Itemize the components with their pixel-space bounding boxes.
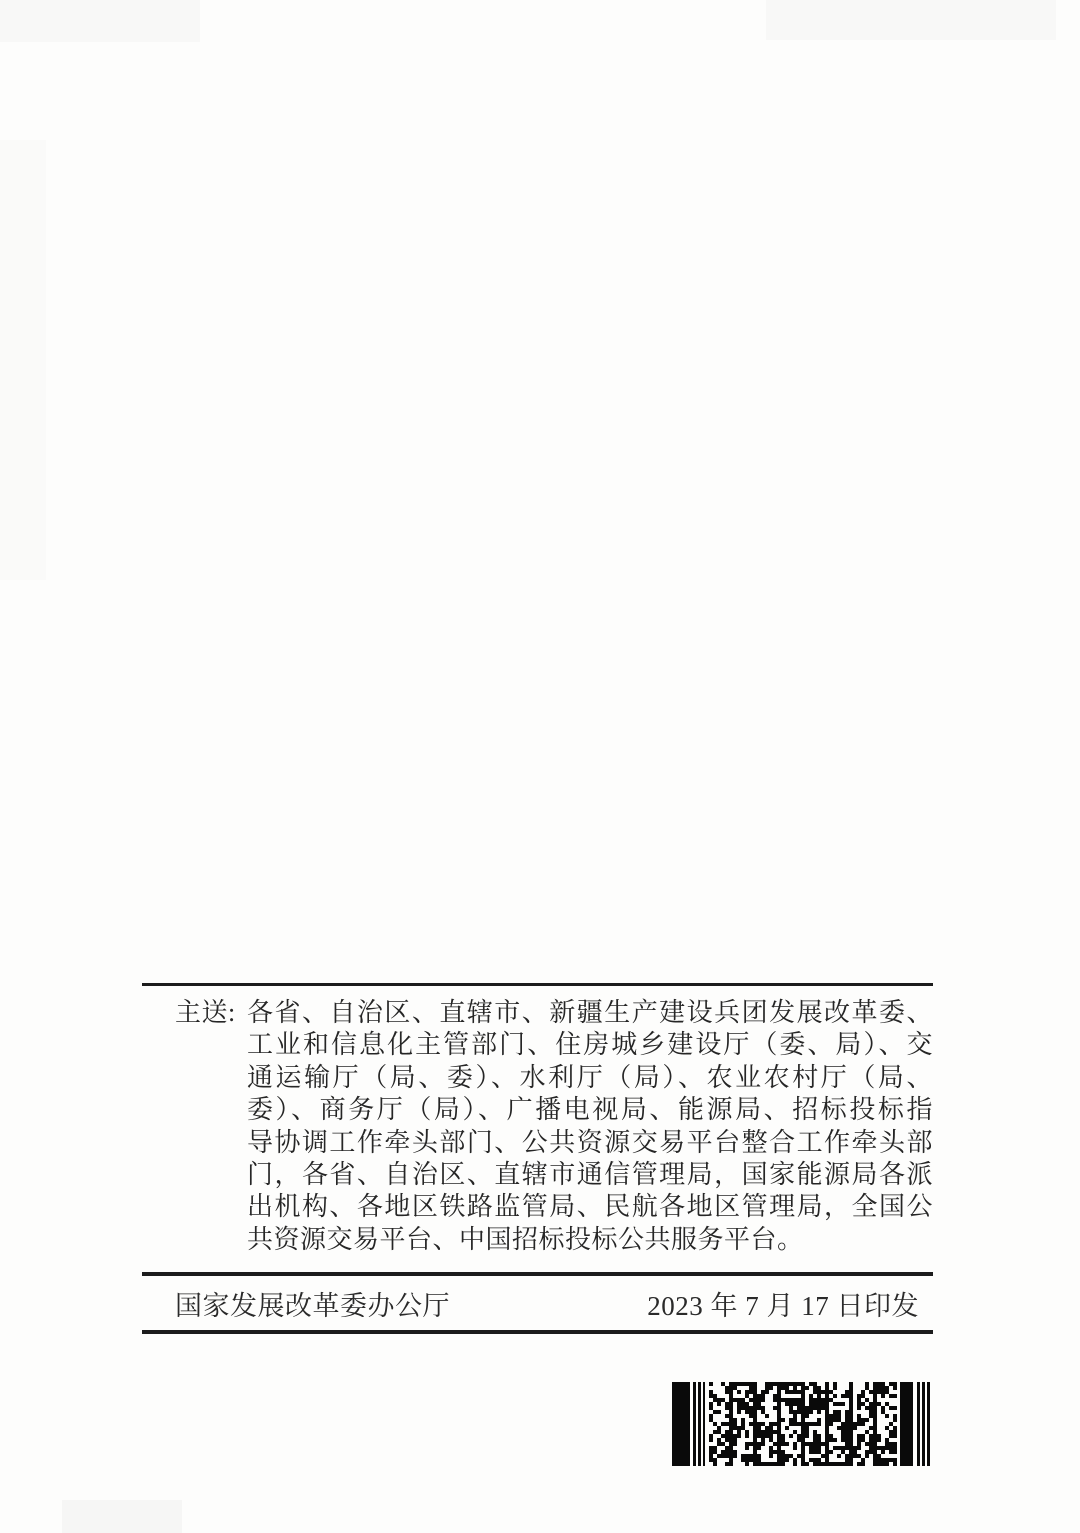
scan-artifact — [62, 1500, 182, 1533]
distribution-line — [175, 997, 933, 1029]
scan-artifact — [766, 0, 1056, 40]
distribution-box-bottom-rule — [142, 1330, 933, 1334]
distribution-line-text: 委）、商务厅（局）、广播电视局、能源局、招标投标指 — [247, 1095, 933, 1125]
distribution-line-text: 导协调工作牵头部门、公共资源交易平台整合工作牵头部 — [247, 1127, 933, 1157]
issuing-office: 国家发展改革委办公厅 — [175, 1290, 450, 1321]
print-date: 2023 年 7 月 17 日印发 — [647, 1290, 919, 1321]
document-barcode — [672, 1382, 930, 1466]
scan-artifact — [0, 0, 200, 42]
scan-artifact — [0, 140, 46, 580]
distribution-line-text: 门，各省、自治区、直辖市通信管理局，国家能源局各派 — [247, 1160, 933, 1190]
distribution-line-text: 各省、自治区、直辖市、新疆生产建设兵团发展改革委、 — [247, 998, 933, 1027]
distribution-line-text: 共资源交易平台、中国招标投标公共服务平台。 — [247, 1224, 804, 1254]
distribution-line-text: 出机构、各地区铁路监管局、民航各地区管理局，全国公 — [247, 1192, 933, 1222]
barcode-graphic — [672, 1382, 930, 1466]
distribution-list — [142, 997, 933, 1256]
distribution-label: 主送: — [175, 998, 236, 1027]
distribution-line-text: 通运输厅（局、委）、水利厅（局）、农业农村厅（局、 — [247, 1062, 933, 1092]
distribution-line-text: 工业和信息化主管部门、住房城乡建设厅（委、局）、交 — [247, 1030, 933, 1060]
distribution-box-top-rule — [142, 983, 933, 986]
document-footer — [142, 1276, 933, 1330]
